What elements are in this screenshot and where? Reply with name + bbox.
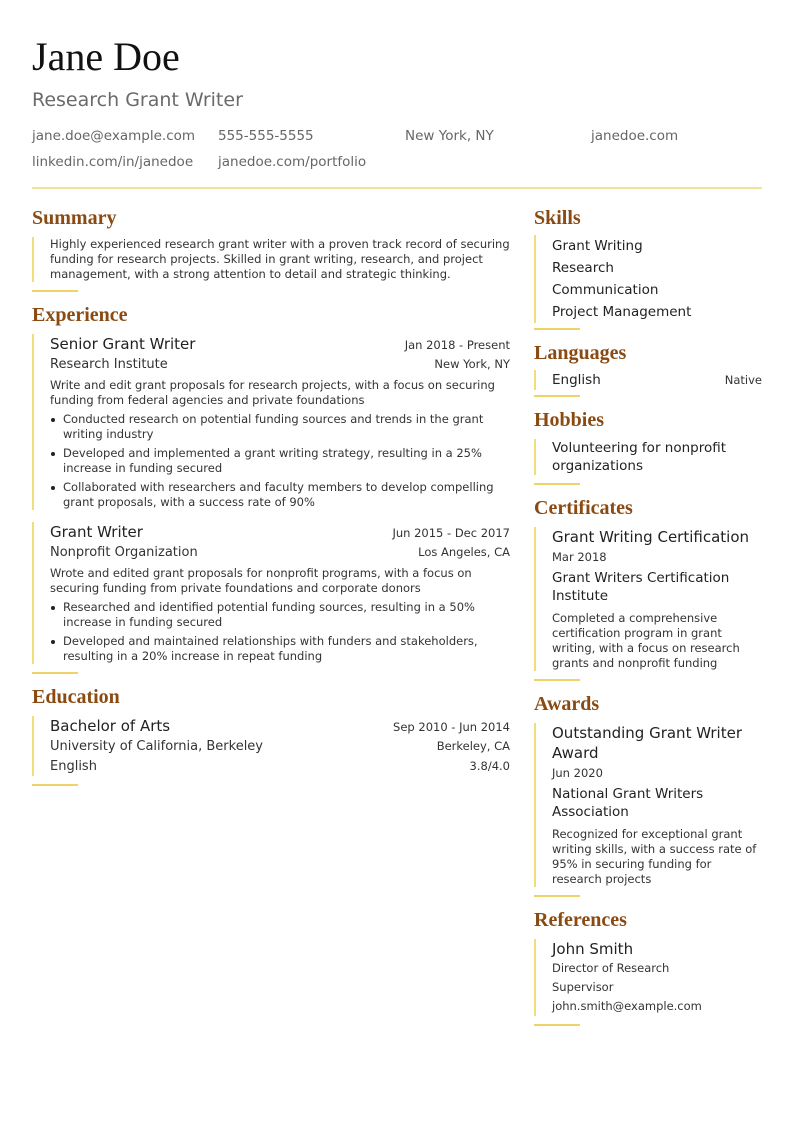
contact-phone: 555-555-5555	[218, 128, 314, 144]
job-organization: Nonprofit Organization	[50, 545, 198, 560]
reference-position: Director of Research	[552, 961, 670, 975]
contact-email[interactable]: jane.doe@example.com	[32, 128, 196, 144]
job-dates: Jun 2015 - Dec 2017	[392, 526, 510, 540]
side-column	[534, 205, 762, 1036]
references-end-rule	[534, 1024, 580, 1026]
certificate-item	[534, 527, 762, 671]
reference-relation: Supervisor	[552, 980, 614, 994]
summary-section	[32, 205, 510, 292]
experience-section	[32, 302, 510, 674]
language-level: Native	[724, 373, 762, 387]
certificate-description: Completed a comprehensive certification program in grant writing, with a focus on research grants and nonprofit funding	[552, 611, 740, 670]
experience-item	[32, 334, 510, 510]
skills-list	[534, 235, 762, 323]
awards-section	[534, 691, 762, 897]
languages-list	[534, 370, 762, 390]
contact-location: New York, NY	[405, 128, 494, 144]
summary-end-rule	[32, 290, 78, 292]
certificate-issuer: Grant Writers Certification Institute	[552, 570, 730, 604]
skill-item: Research	[552, 260, 614, 276]
job-description: Wrote and edited grant proposals for nonprofit programs, with a focus on securing funding from private foundations and corporate donors	[50, 566, 472, 595]
job-bullet: Researched and identified potential funding sources, resulting in a 50% increase in funding secured	[50, 600, 510, 630]
job-bullet: Developed and implemented a grant writing strategy, resulting in a 25% increase in funding secured	[50, 446, 510, 476]
reference-email[interactable]: john.smith@example.com	[552, 999, 702, 1013]
education-dates: Sep 2010 - Jun 2014	[393, 720, 510, 734]
hobbies-list	[534, 439, 762, 475]
summary-text: Highly experienced research grant writer with a proven track record of securing funding for research projects. Skilled in grant writing, research, and project management, with a strong attention to detail and strategic thinking.	[50, 237, 510, 281]
job-title: Grant Writer	[50, 523, 143, 541]
certificate-date: Mar 2018	[552, 550, 607, 564]
field-of-study: English	[50, 759, 97, 774]
certificate-title: Grant Writing Certification	[552, 528, 750, 546]
certificates-end-rule	[534, 679, 580, 681]
gpa: 3.8/4.0	[469, 759, 510, 773]
job-organization: Research Institute	[50, 357, 168, 372]
experience-item	[32, 522, 510, 664]
certificates-section	[534, 495, 762, 681]
summary-heading: Summary	[32, 207, 117, 229]
education-item	[32, 716, 510, 776]
contact-linkedin[interactable]: linkedin.com/in/janedoe	[32, 154, 194, 170]
languages-heading: Languages	[534, 342, 627, 364]
award-description: Recognized for exceptional grant writing skills, with a success rate of 95% in securing funding for research projects	[552, 827, 757, 886]
skills-section	[534, 205, 762, 330]
hobbies-end-rule	[534, 483, 580, 485]
candidate-name: Jane Doe	[32, 34, 180, 79]
hobbies-heading: Hobbies	[534, 409, 605, 431]
job-description: Write and edit grant proposals for research projects, with a focus on securing funding from federal agencies and private foundations	[50, 378, 495, 407]
education-section	[32, 684, 510, 786]
school: University of California, Berkeley	[50, 739, 263, 754]
job-bullet: Developed and maintained relationships with funders and stakeholders, resulting in a 20% increase in repeat funding	[50, 634, 510, 664]
skill-item: Grant Writing	[552, 238, 643, 254]
reference-item	[534, 939, 762, 1016]
job-bullets	[50, 600, 510, 664]
language-name: English	[552, 372, 601, 388]
award-item	[534, 723, 762, 887]
education-heading: Education	[32, 686, 120, 708]
languages-end-rule	[534, 395, 580, 397]
job-dates: Jan 2018 - Present	[404, 338, 510, 352]
skills-end-rule	[534, 328, 580, 330]
experience-heading: Experience	[32, 304, 128, 326]
contact-portfolio[interactable]: janedoe.com/portfolio	[218, 154, 367, 170]
languages-section	[534, 340, 762, 397]
certificates-heading: Certificates	[534, 497, 633, 519]
job-location: New York, NY	[434, 357, 510, 371]
school-location: Berkeley, CA	[436, 739, 510, 753]
skills-heading: Skills	[534, 207, 581, 229]
awards-heading: Awards	[534, 693, 600, 715]
job-bullets	[50, 412, 510, 510]
hobby-item: Volunteering for nonprofit organizations	[552, 440, 727, 474]
award-issuer: National Grant Writers Association	[552, 786, 704, 820]
hobbies-section	[534, 407, 762, 485]
job-bullet: Conducted research on potential funding sources and trends in the grant writing industry	[50, 412, 510, 442]
summary-body	[32, 237, 510, 282]
skill-item: Project Management	[552, 304, 692, 320]
award-date: Jun 2020	[552, 766, 603, 780]
main-column	[32, 205, 510, 796]
contact-website[interactable]: janedoe.com	[591, 128, 679, 144]
header-divider	[32, 187, 762, 189]
award-title: Outstanding Grant Writer Award	[552, 724, 742, 762]
education-end-rule	[32, 784, 78, 786]
job-location: Los Angeles, CA	[418, 545, 510, 559]
skill-item: Communication	[552, 282, 659, 298]
job-title: Senior Grant Writer	[50, 335, 196, 353]
degree: Bachelor of Arts	[50, 717, 171, 735]
job-bullet: Collaborated with researchers and faculty members to develop compelling grant proposals, with a success rate of 90%	[50, 480, 510, 510]
awards-end-rule	[534, 895, 580, 897]
candidate-role: Research Grant Writer	[32, 89, 243, 111]
language-item	[552, 370, 762, 390]
references-heading: References	[534, 909, 627, 931]
experience-end-rule	[32, 672, 78, 674]
reference-name: John Smith	[552, 940, 634, 958]
references-section	[534, 907, 762, 1026]
